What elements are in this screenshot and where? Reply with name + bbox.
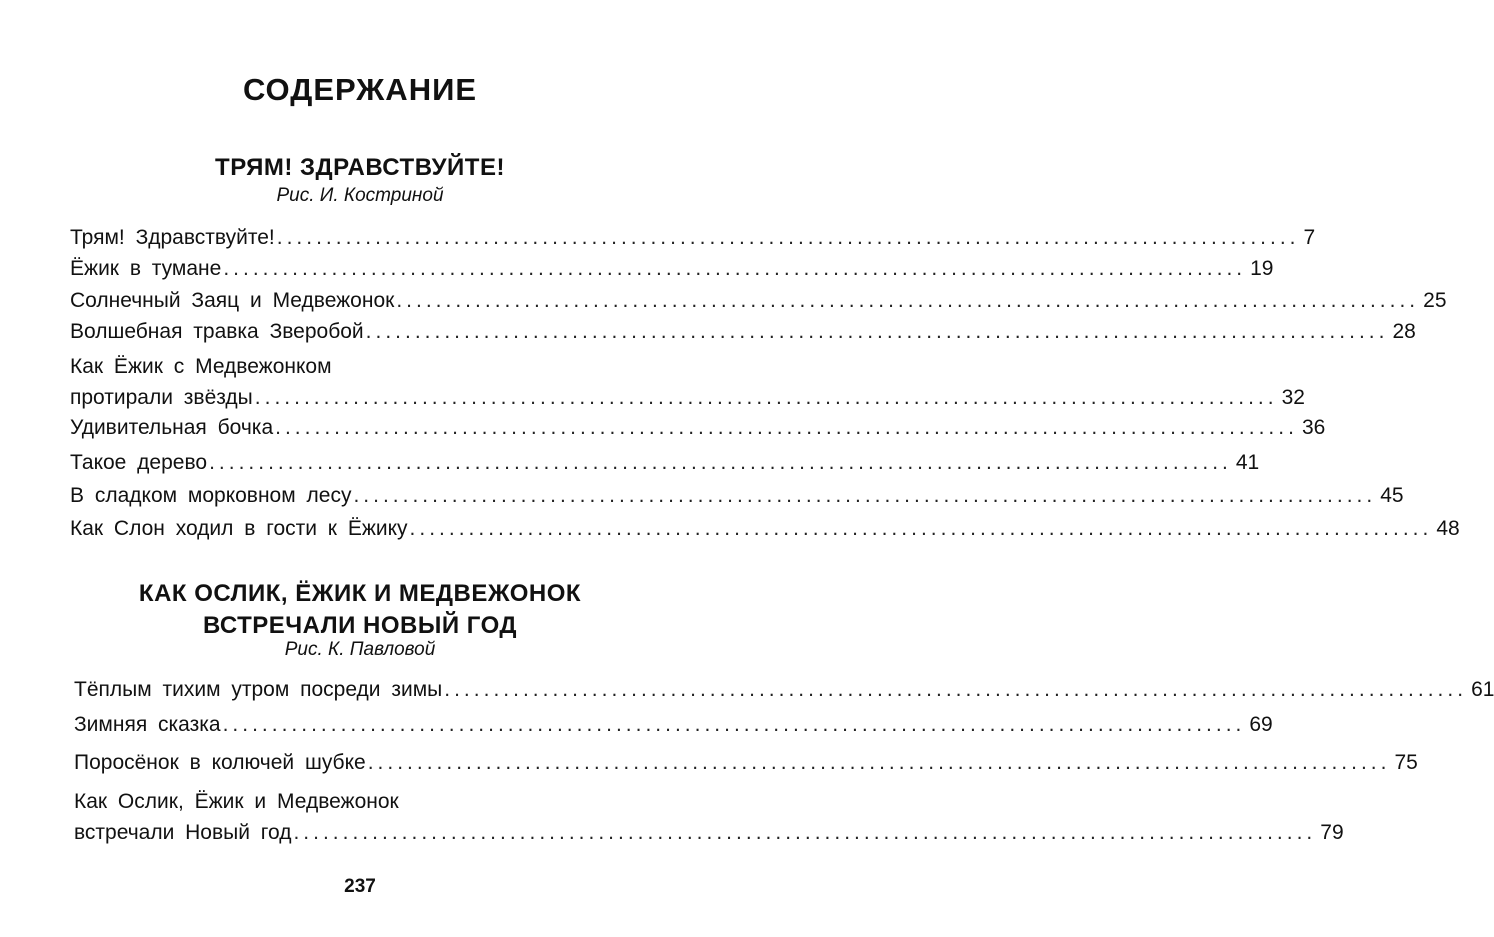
toc-entry-page: 75 <box>1394 751 1418 774</box>
toc-entry[interactable] <box>70 287 1447 315</box>
toc-leader-dots: ........................................................................................................ <box>353 484 1377 507</box>
toc-entry-title: Поросёнок в колючей шубке <box>74 751 366 774</box>
toc-entry-page: 69 <box>1249 713 1273 736</box>
toc-entry-page: 61 <box>1471 678 1494 701</box>
toc-entry-title: Как Слон ходил в гости к Ёжику <box>70 517 408 540</box>
toc-leader-dots: ........................................................................................................ <box>444 678 1468 701</box>
toc-entry-title: Такое дерево <box>70 451 208 474</box>
section-illustrator: Рис. И. Костриной <box>276 185 444 206</box>
toc-entry-title: Ёжик в тумане <box>70 257 222 280</box>
toc-leader-dots: ........................................................................................................ <box>254 386 1278 409</box>
toc-entry-page: 32 <box>1281 386 1305 409</box>
toc-entry-page: 7 <box>1303 226 1316 249</box>
toc-leader-dots: ........................................................................................................ <box>409 517 1433 540</box>
toc-entry-title-line: Как Ослик, Ёжик и Медвежонок <box>74 790 399 813</box>
toc-leader-dots: ........................................................................................................ <box>275 416 1298 439</box>
toc-leader-dots: ........................................................................................................ <box>222 713 1246 736</box>
toc-entry-page: 19 <box>1250 257 1274 280</box>
toc-entry[interactable] <box>70 353 1305 412</box>
toc-entry-title: Трям! Здравствуйте! <box>70 226 275 249</box>
toc-entry-page: 79 <box>1320 821 1344 844</box>
toc-leader-dots: ........................................................................................................ <box>276 226 1300 249</box>
toc-leader-dots: ........................................................................................................ <box>293 821 1317 844</box>
toc-entry-title: протирали звёзды <box>70 386 253 409</box>
toc-entry-page: 41 <box>1235 451 1260 474</box>
toc-entry[interactable] <box>70 318 1416 346</box>
toc-entry-page: 45 <box>1380 484 1404 507</box>
toc-entry-title: встречали Новый год <box>74 821 292 844</box>
page-title: СОДЕРЖАНИЕ <box>242 72 478 107</box>
toc-entry-title: Удивительная бочка <box>70 416 274 439</box>
toc-leader-dots: ........................................................................................................ <box>209 451 1232 474</box>
section-heading-line: ВСТРЕЧАЛИ НОВЫЙ ГОД <box>202 612 518 639</box>
toc-entry[interactable] <box>70 414 1326 442</box>
toc-leader-dots: ........................................................................................................ <box>367 751 1391 774</box>
toc-entry-page: 28 <box>1392 320 1416 343</box>
toc-leader-dots: ........................................................................................................ <box>396 289 1420 312</box>
toc-leader-dots: ........................................................................................................ <box>365 320 1389 343</box>
toc-entry[interactable] <box>74 676 1494 704</box>
toc-entry-page: 36 <box>1301 416 1326 439</box>
toc-entry[interactable] <box>70 255 1274 283</box>
toc-entry[interactable] <box>74 711 1273 739</box>
toc-entry[interactable] <box>74 749 1418 777</box>
section-heading <box>0 578 720 642</box>
toc-entry-title: В сладком морковном лесу <box>70 484 352 507</box>
toc-entry-title-line: Как Ёжик с Медвежонком <box>70 355 332 378</box>
section-heading-line: ТРЯМ! ЗДРАВСТВУЙТЕ! <box>215 154 505 181</box>
toc-entry[interactable] <box>74 788 1344 847</box>
toc-entry-page: 25 <box>1423 289 1447 312</box>
section-heading-line: КАК ОСЛИК, ЁЖИК И МЕДВЕЖОНОК <box>138 580 582 607</box>
toc-entry-title: Зимняя сказка <box>74 713 221 736</box>
toc-entry-page: 48 <box>1436 517 1460 540</box>
section-illustrator: Рис. К. Павловой <box>284 639 436 660</box>
toc-entry[interactable] <box>70 515 1460 543</box>
page-number: 237 <box>344 876 376 897</box>
toc-entry[interactable] <box>70 224 1316 252</box>
toc-entry[interactable] <box>70 482 1404 510</box>
section-heading <box>0 152 720 184</box>
toc-entry-title: Тёплым тихим утром посреди зимы <box>74 678 443 701</box>
toc-entry-title: Волшебная травка Зверобой <box>70 320 364 343</box>
toc-leader-dots: ........................................................................................................ <box>223 257 1247 280</box>
toc-entry-title: Солнечный Заяц и Медвежонок <box>70 289 395 312</box>
toc-entry[interactable] <box>70 449 1260 477</box>
